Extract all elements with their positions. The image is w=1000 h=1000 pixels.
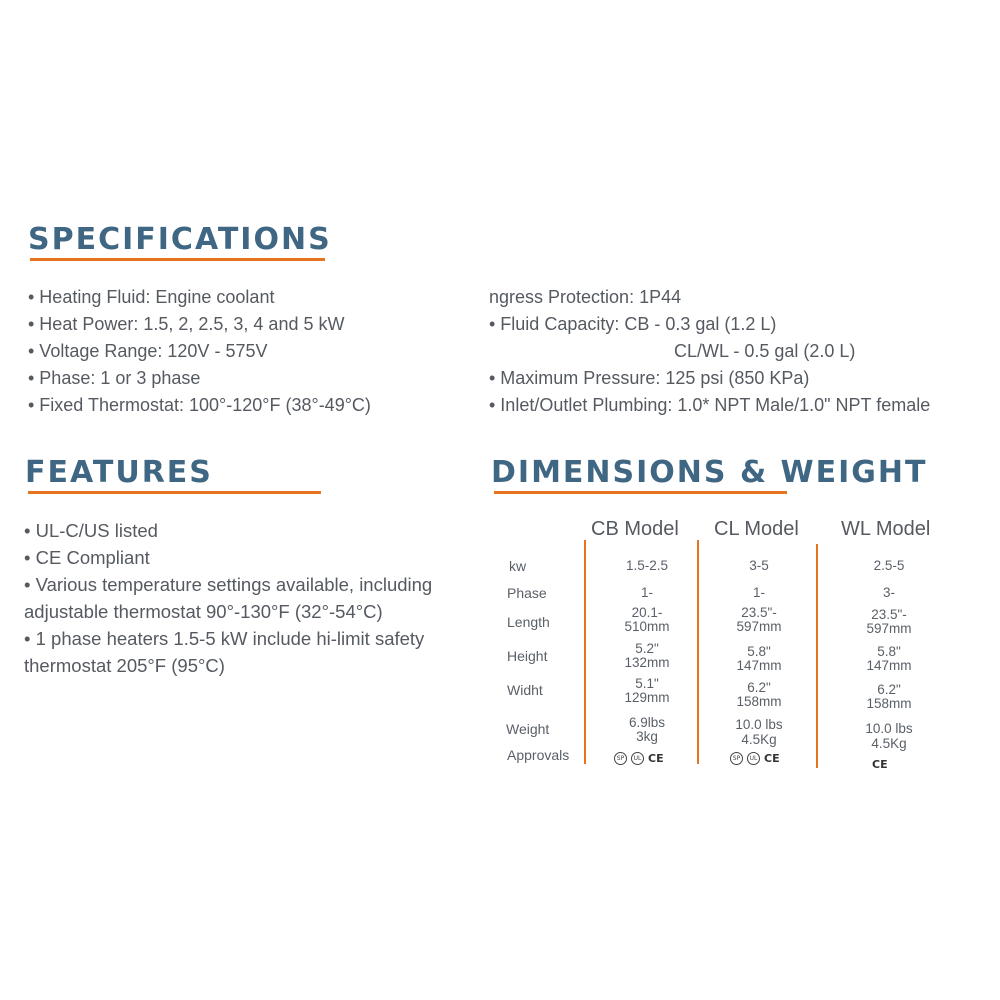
column-divider (816, 544, 818, 768)
cl-width-in: 6.2" (747, 680, 771, 695)
features-underline (28, 491, 321, 494)
spec-left-line: • Heat Power: 1.5, 2, 2.5, 3, 4 and 5 kW (28, 314, 345, 334)
model-header-cb: CB Model (591, 518, 679, 540)
row-label-height: Height (507, 648, 548, 664)
feature-line: thermostat 205°F (95°C) (24, 655, 225, 676)
wl-length-in: 23.5"- (871, 607, 907, 622)
wl-kw: 2.5-5 (873, 558, 905, 573)
row-label-kw: kw (509, 558, 527, 574)
wl-length-mm: 597mm (866, 621, 912, 636)
cl-weight-kg: 4.5Kg (741, 732, 777, 747)
cb-height-mm: 132mm (624, 655, 670, 670)
feature-line: • Various temperature settings available, including (24, 574, 433, 595)
model-header-wl: WL Model (841, 518, 931, 540)
ce-mark-icon: CE (648, 752, 664, 765)
row-label-length: Length (507, 614, 550, 630)
cl-approvals (730, 752, 780, 765)
cb-weight-kg: 3kg (636, 729, 658, 744)
ul-mark-icon: UL (747, 752, 760, 765)
wl-height-in: 5.8" (877, 644, 901, 659)
column-divider (697, 540, 699, 764)
column-divider (584, 540, 586, 764)
spec-right-line: • Inlet/Outlet Plumbing: 1.0* NPT Male/1.0" NPT female (489, 395, 931, 415)
cl-length-mm: 597mm (736, 619, 782, 634)
cb-length-mm: 510mm (624, 619, 670, 634)
feature-line: • 1 phase heaters 1.5-5 kW include hi-limit safety (24, 628, 425, 649)
model-header-cl: CL Model (714, 518, 799, 540)
feature-line: • CE Compliant (24, 547, 150, 568)
dimensions-underline (494, 491, 787, 494)
cl-weight-lbs: 10.0 lbs (735, 717, 783, 732)
cl-kw: 3-5 (749, 558, 769, 573)
spec-left-line: • Voltage Range: 120V - 575V (28, 341, 268, 361)
ce-mark-icon: CE (764, 752, 780, 765)
cb-width-in: 5.1" (635, 676, 659, 691)
dimensions-heading: DIMENSIONS & WEIGHT (491, 455, 928, 490)
spec-left-line: • Fixed Thermostat: 100°-120°F (38°-49°C) (28, 395, 371, 415)
ul-mark-icon: UL (631, 752, 644, 765)
spec-right-line: CL/WL - 0.5 gal (2.0 L) (674, 341, 856, 361)
cl-length-in: 23.5"- (741, 605, 777, 620)
cb-weight-lbs: 6.9lbs (628, 715, 666, 730)
row-label-weight: Weight (506, 721, 550, 737)
specifications-underline (30, 258, 325, 261)
cl-height-mm: 147mm (736, 658, 782, 673)
cb-length-in: 20.1- (631, 605, 663, 620)
row-label-width: Widht (507, 682, 543, 698)
wl-weight-kg: 4.5Kg (871, 736, 907, 751)
spec-right-line: ngress Protection: 1P44 (489, 287, 682, 307)
spec-left-line: • Heating Fluid: Engine coolant (28, 287, 275, 307)
feature-line: • UL-C/US listed (24, 520, 158, 541)
row-label-phase: Phase (507, 585, 547, 601)
cb-height-in: 5.2" (635, 641, 659, 656)
csa-mark-icon: SP (730, 752, 743, 765)
feature-line: adjustable thermostat 90°-130°F (32°-54°C) (24, 601, 383, 622)
cb-phase: 1- (640, 585, 653, 600)
wl-width-mm: 158mm (866, 696, 912, 711)
cb-approvals (614, 752, 664, 765)
cl-phase: 1- (752, 585, 765, 600)
cl-width-mm: 158mm (736, 694, 782, 709)
wl-width-in: 6.2" (877, 682, 901, 697)
wl-approvals (872, 758, 888, 771)
features-heading: FEATURES (25, 455, 213, 490)
wl-weight-lbs: 10.0 lbs (865, 721, 913, 736)
ce-mark-icon: CE (872, 758, 888, 771)
csa-mark-icon: SP (614, 752, 627, 765)
wl-height-mm: 147mm (866, 658, 912, 673)
cb-kw: 1.5-2.5 (625, 558, 669, 573)
wl-phase: 3- (882, 585, 895, 600)
cl-height-in: 5.8" (747, 644, 771, 659)
spec-right-line: • Fluid Capacity: CB - 0.3 gal (1.2 L) (489, 314, 777, 334)
row-label-approvals: Approvals (507, 747, 570, 763)
specifications-heading: SPECIFICATIONS (28, 222, 332, 257)
spec-left-line: • Phase: 1 or 3 phase (28, 368, 201, 388)
spec-right-line: • Maximum Pressure: 125 psi (850 KPa) (489, 368, 810, 388)
cb-width-mm: 129mm (624, 690, 670, 705)
